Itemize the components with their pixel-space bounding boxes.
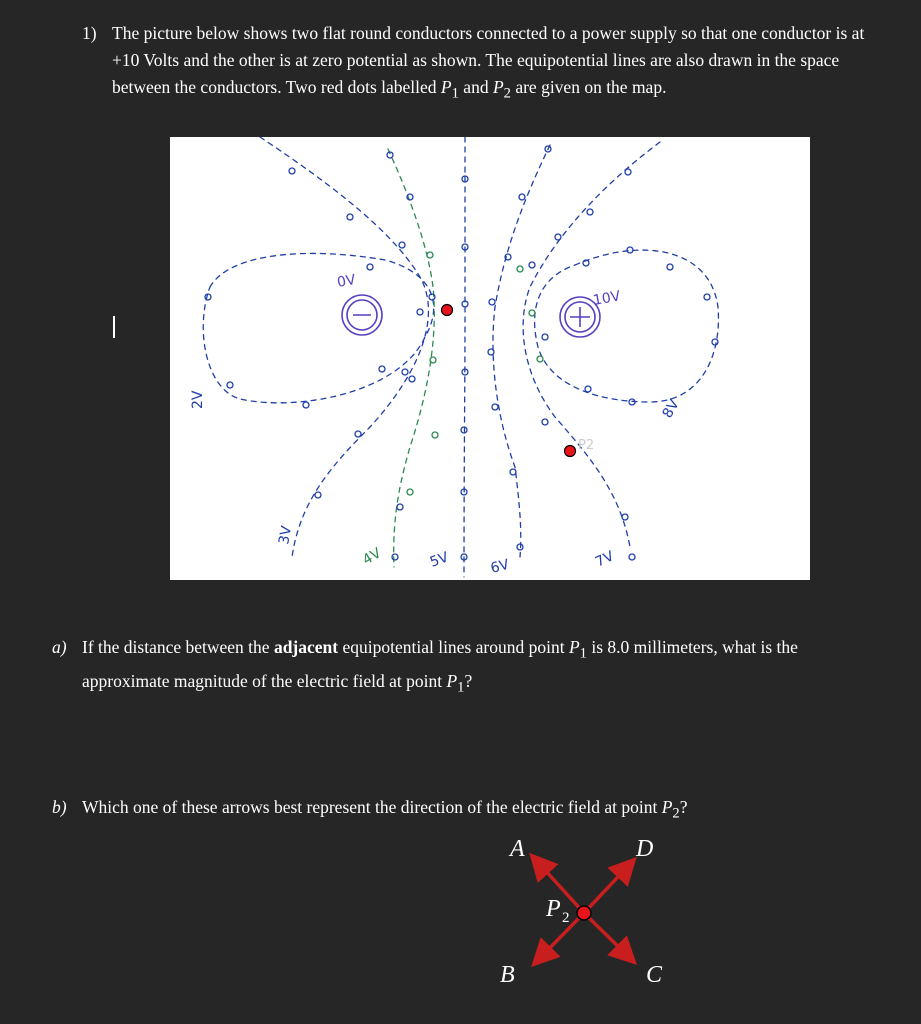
- question-b: [52, 794, 882, 828]
- equipotential-map: [170, 137, 810, 580]
- arrow-c: [584, 913, 632, 960]
- question-a-p2-symbol: P: [446, 670, 458, 691]
- arrow-d: [584, 862, 632, 913]
- point-p2: [565, 446, 576, 457]
- faint-p2-label: P2: [578, 438, 595, 453]
- line-label-7v: 7V: [592, 548, 617, 571]
- p1-symbol: P: [440, 77, 452, 97]
- question-1: [82, 20, 872, 108]
- line-label-4v: 4V: [360, 545, 385, 569]
- question-b-part-2: ?: [679, 797, 688, 817]
- arrow-point-subscript: 2: [562, 910, 570, 926]
- question-1-text: [112, 20, 872, 108]
- question-a-bold: adjacent: [273, 637, 339, 657]
- line-label-5v: 5V: [427, 549, 451, 571]
- question-a-p-symbol: P: [568, 637, 580, 657]
- equipotential-line-6v: [493, 145, 550, 557]
- arrow-label-a: A: [510, 836, 525, 862]
- p2-symbol: P: [492, 77, 504, 97]
- equipotential-map-drawing: [170, 137, 810, 580]
- point-p1: [442, 305, 453, 316]
- arrow-diagram-point-p2: [577, 906, 591, 920]
- question-number: 1): [82, 23, 97, 43]
- equipotential-line-3v: [260, 137, 428, 557]
- question-a-part-1: If the distance between the: [82, 637, 274, 657]
- question-1-and: and: [458, 77, 493, 97]
- equipotential-line-7v: [523, 142, 660, 547]
- line-label-8v: 8V: [659, 396, 683, 421]
- left-conductor: [342, 295, 382, 335]
- line-label-2v: 2V: [190, 390, 206, 409]
- arrow-label-c: C: [646, 962, 663, 988]
- question-b-text: [82, 794, 882, 828]
- arrow-point-label: P: [546, 896, 561, 922]
- question-a: [52, 634, 882, 701]
- right-conductor-label: 10V: [591, 288, 622, 309]
- arrow-diagram-drawing: [490, 830, 690, 1000]
- question-a-part-4: ?: [464, 670, 473, 691]
- line-label-6v: 6V: [488, 556, 511, 577]
- question-a-letter: a): [52, 637, 67, 657]
- question-a-part-2: equipotential lines around point: [338, 637, 569, 657]
- question-b-letter: b): [52, 797, 67, 817]
- question-b-part-1: Which one of these arrows best represent the direction of the electric field at point: [82, 797, 662, 817]
- question-a-part-3: is 8.0 millimeters, what is the approximate magnitude of the electric field at point: [82, 637, 798, 691]
- question-a-p2-subscript: 1: [457, 679, 465, 695]
- line-label-3v: 3V: [276, 524, 296, 546]
- text-cursor: [113, 316, 115, 338]
- question-b-p-symbol: P: [661, 797, 673, 817]
- left-conductor-label: 0V: [335, 271, 357, 291]
- equipotential-line-2v: [203, 253, 433, 402]
- arrow-label-b: B: [500, 962, 515, 988]
- arrow-label-d: D: [636, 836, 654, 862]
- equipotential-line-5v: [464, 137, 465, 577]
- question-1-end: are given on the map.: [510, 77, 667, 97]
- p1-subscript: 1: [451, 85, 459, 102]
- question-b-p-subscript: 2: [672, 805, 680, 822]
- question-1-intro: The picture below shows two flat round conductors connected to a power supply so that one conductor is at +10 Volts and the other is at zero potential as shown. The equipotential lines are also drawn in the space between the conductors. Two red dots labelled: [112, 23, 865, 97]
- question-a-text: [82, 634, 882, 701]
- arrow-diagram: [490, 830, 690, 1000]
- question-a-p-subscript: 1: [579, 645, 587, 662]
- p2-subscript: 2: [503, 85, 511, 102]
